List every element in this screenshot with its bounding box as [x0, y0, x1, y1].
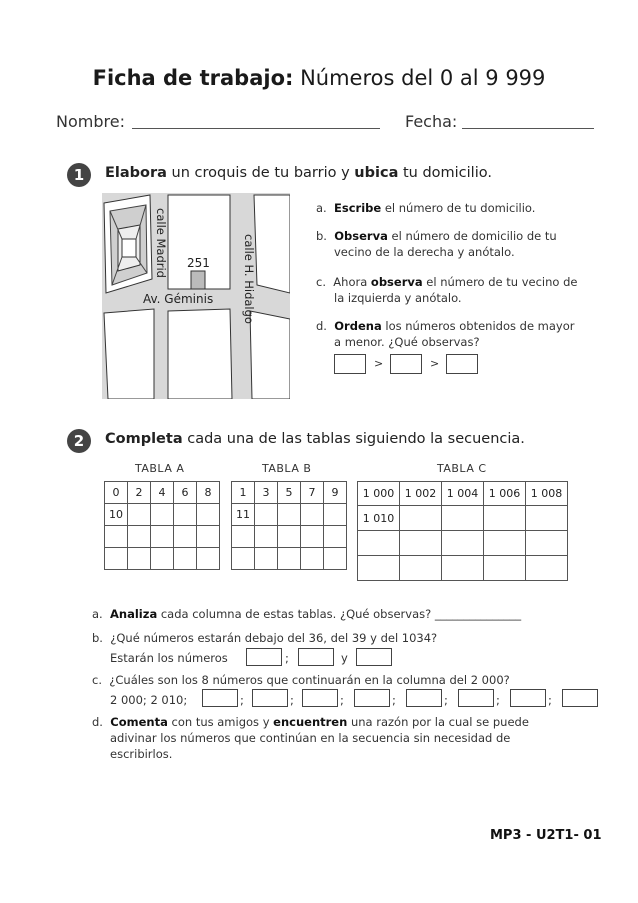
name-line[interactable]: [132, 128, 380, 129]
question-2c-prefix: 2 000; 2 010;: [110, 693, 188, 707]
street-label-hidalgo: calle H. Hidalgo: [242, 234, 256, 324]
table-cell[interactable]: [526, 506, 568, 531]
table-cell[interactable]: [105, 526, 128, 548]
table-cell[interactable]: [484, 556, 526, 581]
table-cell[interactable]: [400, 556, 442, 581]
table-cell[interactable]: [255, 526, 278, 548]
table-cell[interactable]: [442, 506, 484, 531]
table-cell: 6: [174, 482, 197, 504]
section-1-number: 1: [67, 163, 91, 187]
table-cell: 7: [301, 482, 324, 504]
table-cell[interactable]: [278, 526, 301, 548]
date-line[interactable]: [462, 128, 594, 129]
table-cell[interactable]: [128, 504, 151, 526]
sequence-box-4[interactable]: [354, 689, 390, 707]
greater-than-2: >: [430, 357, 440, 370]
question-2d-line3: escribirlos.: [110, 747, 173, 761]
table-cell[interactable]: [232, 548, 255, 570]
sequence-box-1[interactable]: [202, 689, 238, 707]
table-cell: 1 000: [358, 482, 400, 506]
date-label: Fecha:: [405, 112, 458, 131]
question-2c: c. ¿Cuáles son los 8 números que continuarán en la columna del 2 000?: [92, 673, 510, 687]
separator: ;: [290, 693, 294, 707]
order-box-3[interactable]: [446, 354, 478, 374]
table-cell[interactable]: [301, 504, 324, 526]
table-cell[interactable]: [105, 548, 128, 570]
sequence-box-6[interactable]: [458, 689, 494, 707]
question-2d-line2: adivinar los números que continúan en la secuencia sin necesidad de: [110, 731, 511, 745]
table-cell[interactable]: [526, 531, 568, 556]
separator: y: [341, 651, 348, 665]
name-label: Nombre:: [56, 112, 125, 131]
table-cell[interactable]: [442, 531, 484, 556]
table-cell[interactable]: [255, 504, 278, 526]
separator: ;: [392, 693, 396, 707]
table-cell[interactable]: [151, 548, 174, 570]
item-1b-line2: vecino de la derecha y anótalo.: [334, 245, 515, 259]
section-1-instruction: Elabora un croquis de tu barrio y ubica tu domicilio.: [105, 165, 492, 181]
item-1c: c. Ahora observa el número de tu vecino de: [316, 275, 578, 289]
table-c-caption: TABLA C: [437, 462, 487, 475]
table-cell: 5: [278, 482, 301, 504]
order-box-1[interactable]: [334, 354, 366, 374]
sequence-box-8[interactable]: [562, 689, 598, 707]
item-1d-line2: a menor. ¿Qué observas?: [334, 335, 480, 349]
separator: ;: [285, 651, 289, 665]
item-1c-line2: la izquierda y anótalo.: [334, 291, 462, 305]
question-2b-prefix: Estarán los números: [110, 651, 228, 665]
table-cell: 1 004: [442, 482, 484, 506]
table-cell[interactable]: [301, 548, 324, 570]
table-cell[interactable]: [278, 504, 301, 526]
table-cell[interactable]: [197, 504, 220, 526]
table-b-caption: TABLA B: [262, 462, 312, 475]
sequence-box-3[interactable]: [302, 689, 338, 707]
table-cell: 11: [232, 504, 255, 526]
table-cell[interactable]: [128, 548, 151, 570]
table-cell[interactable]: [174, 548, 197, 570]
table-cell[interactable]: [442, 556, 484, 581]
table-cell[interactable]: [278, 548, 301, 570]
item-1b: b. Observa el número de domicilio de tu: [316, 229, 557, 243]
table-c: [357, 481, 568, 581]
sequence-box-5[interactable]: [406, 689, 442, 707]
table-cell: 8: [197, 482, 220, 504]
question-2a: a. Analiza cada columna de estas tablas. ¿Qué observas? _______________: [92, 607, 522, 621]
table-a: [104, 481, 220, 570]
worksheet-code: MP3 - U2T1- 01: [490, 828, 602, 843]
table-cell[interactable]: [255, 548, 278, 570]
item-1a: a. Escribe el número de tu domicilio.: [316, 201, 536, 215]
table-cell[interactable]: [358, 531, 400, 556]
table-cell[interactable]: [324, 548, 347, 570]
sequence-box-7[interactable]: [510, 689, 546, 707]
table-cell: 2: [128, 482, 151, 504]
separator: ;: [444, 693, 448, 707]
house-number: 251: [187, 256, 210, 270]
table-cell[interactable]: [301, 526, 324, 548]
section-2-number: 2: [67, 429, 91, 453]
answer-box-39[interactable]: [298, 648, 334, 666]
item-1d: d. Ordena los números obtenidos de mayor: [316, 319, 575, 333]
section-2-instruction: Completa cada una de las tablas siguiendo la secuencia.: [105, 431, 525, 447]
table-cell[interactable]: [484, 506, 526, 531]
table-cell[interactable]: [174, 526, 197, 548]
question-2d: d. Comenta con tus amigos y encuentren una razón por la cual se puede: [92, 715, 529, 729]
avenue-label: Av. Géminis: [143, 292, 214, 306]
question-2b: b. ¿Qué números estarán debajo del 36, del 39 y del 1034?: [92, 631, 438, 645]
table-cell: 1: [232, 482, 255, 504]
table-cell[interactable]: [358, 556, 400, 581]
table-cell[interactable]: [526, 556, 568, 581]
street-label-madrid: calle Madrid: [154, 208, 168, 278]
table-a-caption: TABLA A: [135, 462, 185, 475]
greater-than-1: >: [374, 357, 384, 370]
answer-box-36[interactable]: [246, 648, 282, 666]
table-cell: 1 008: [526, 482, 568, 506]
table-cell[interactable]: [197, 526, 220, 548]
table-cell[interactable]: [128, 526, 151, 548]
table-cell[interactable]: [324, 504, 347, 526]
page-title: Ficha de trabajo: Números del 0 al 9 999: [92, 66, 546, 90]
sequence-box-2[interactable]: [252, 689, 288, 707]
separator: ;: [548, 693, 552, 707]
table-cell[interactable]: [174, 504, 197, 526]
table-cell[interactable]: [197, 548, 220, 570]
table-cell: 10: [105, 504, 128, 526]
table-cell[interactable]: [324, 526, 347, 548]
table-cell: 9: [324, 482, 347, 504]
table-cell: 1 010: [358, 506, 400, 531]
table-cell: 1 006: [484, 482, 526, 506]
table-cell: 3: [255, 482, 278, 504]
table-cell[interactable]: [484, 531, 526, 556]
table-cell[interactable]: [232, 526, 255, 548]
table-cell: 4: [151, 482, 174, 504]
table-cell[interactable]: [400, 506, 442, 531]
table-b: [231, 481, 347, 570]
table-cell[interactable]: [400, 531, 442, 556]
separator: ;: [340, 693, 344, 707]
table-cell[interactable]: [151, 526, 174, 548]
table-cell: 1 002: [400, 482, 442, 506]
answer-box-1034[interactable]: [356, 648, 392, 666]
table-cell: 0: [105, 482, 128, 504]
table-cell[interactable]: [151, 504, 174, 526]
order-box-2[interactable]: [390, 354, 422, 374]
separator: ;: [240, 693, 244, 707]
separator: ;: [496, 693, 500, 707]
